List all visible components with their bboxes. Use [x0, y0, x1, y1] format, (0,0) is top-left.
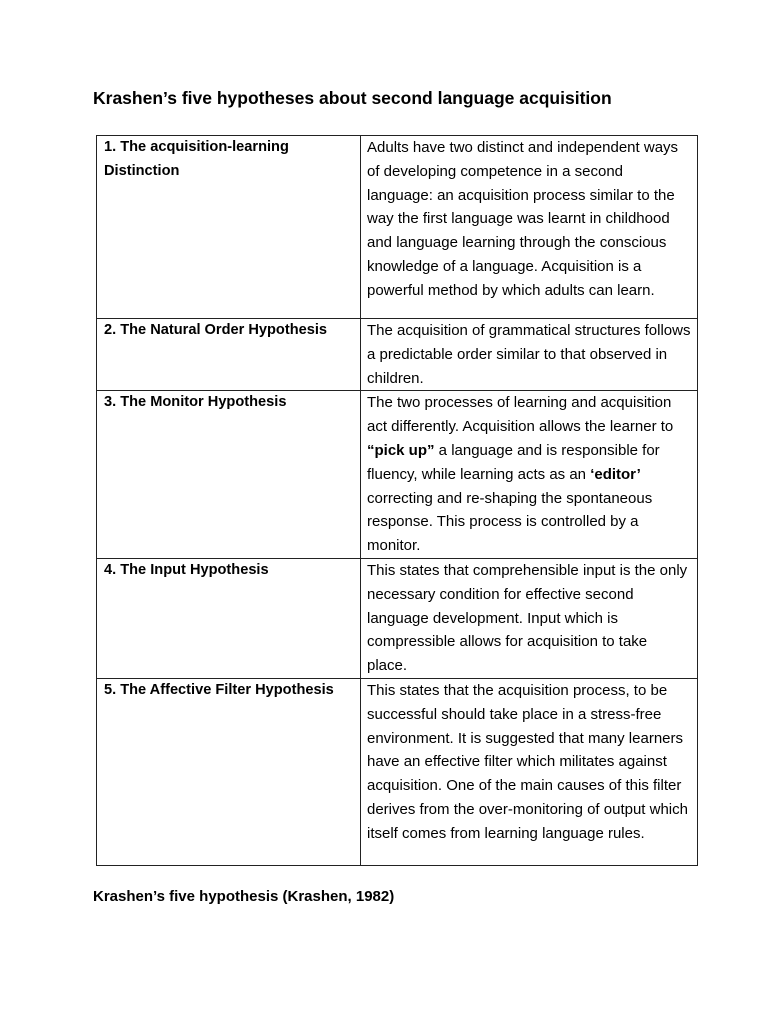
- table-row: [97, 136, 698, 319]
- emphasis-pick-up: “pick up”: [367, 441, 435, 459]
- hypothesis-term: 3. The Monitor Hypothesis: [97, 391, 361, 559]
- description-text: a language and is responsible for fluency, while learning acts as an: [367, 441, 660, 483]
- hypothesis-description: Adults have two distinct and independent ways of developing competence in a second language: an acquisition process similar to the way the first language was learnt in childhood and language learning through the conscious knowledge of a language. Acquisition is a powerful method by which adults can learn.: [361, 136, 698, 319]
- hypothesis-description: The acquisition of grammatical structures follows a predictable order similar to that observed in children.: [361, 319, 698, 391]
- table-row: [97, 319, 698, 391]
- hypothesis-term: 1. The acquisition-learning Distinction: [97, 136, 361, 319]
- hypothesis-term: 5. The Affective Filter Hypothesis: [97, 678, 361, 865]
- table-caption: Krashen’s five hypothesis (Krashen, 1982): [93, 888, 395, 905]
- hypotheses-table: [96, 135, 698, 866]
- table-row: [97, 391, 698, 559]
- hypothesis-description: This states that the acquisition process, to be successful should take place in a stress-free environment. It is suggested that many learners have an effective filter which militates against acquisition. One of the main causes of this filter derives from the over-monitoring of output which itself comes from learning language rules.: [361, 678, 698, 865]
- emphasis-editor: ‘editor’: [590, 465, 641, 483]
- page-title: Krashen’s five hypotheses about second language acquisition: [93, 88, 612, 108]
- hypothesis-description: [361, 391, 698, 559]
- hypothesis-term: 2. The Natural Order Hypothesis: [97, 319, 361, 391]
- table-row: [97, 558, 698, 678]
- description-text: correcting and re-shaping the spontaneous response. This process is controlled by a monitor.: [367, 489, 653, 555]
- hypothesis-description: This states that comprehensible input is the only necessary condition for effective second language development. Input which is compressible allows for acquisition to take place.: [361, 558, 698, 678]
- description-text: The two processes of learning and acquisition act differently. Acquisition allows the learner to: [367, 394, 674, 436]
- table-row: [97, 678, 698, 865]
- hypothesis-term: 4. The Input Hypothesis: [97, 558, 361, 678]
